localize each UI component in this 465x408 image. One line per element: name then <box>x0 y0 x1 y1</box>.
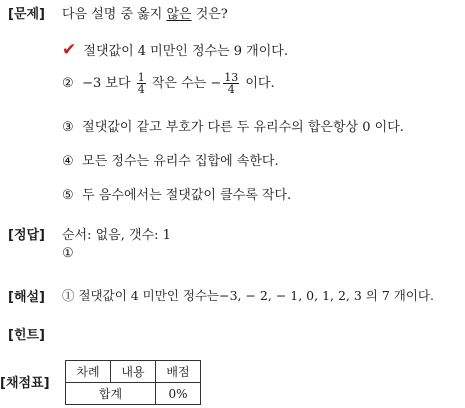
answer-label: [정답] <box>8 228 45 243</box>
fraction-thirteen-quarters <box>223 72 239 95</box>
option-1-text: 절댓값이 4 미만인 정수는 9 개이다. <box>83 44 288 59</box>
option-3-number: ③ <box>62 120 74 135</box>
scoring-total-row <box>66 383 201 405</box>
option-5-number: ⑤ <box>62 188 74 203</box>
question-underlined: 않은 <box>166 7 192 22</box>
header-points: 배점 <box>156 361 201 383</box>
check-mark-icon: ✔ <box>62 40 77 60</box>
option-3-text: 절댓값이 같고 부호가 다른 두 유리수의 합은항상 0 이다. <box>82 120 404 135</box>
fraction-denominator: 4 <box>227 83 235 96</box>
option-4-text: 모든 정수는 유리수 집합에 속한다. <box>82 154 279 169</box>
total-label: 합계 <box>66 383 156 405</box>
total-score: 0% <box>156 383 201 405</box>
problem-label: [문제] <box>8 7 45 22</box>
answer-line-2: ① <box>62 246 74 261</box>
fraction-denominator: 4 <box>137 83 145 96</box>
question-text <box>62 3 228 22</box>
option-4[interactable] <box>62 150 279 169</box>
explanation-label: [해설] <box>8 290 45 305</box>
option-5-text: 두 음수에서는 절댓값이 클수록 작다. <box>82 188 292 203</box>
scoring-header-row <box>66 361 201 383</box>
scoring-label: [채점표] <box>0 376 50 391</box>
option-1[interactable] <box>62 40 288 60</box>
question-pre: 다음 설명 중 옳지 <box>62 7 167 22</box>
option-2-pre: −3 보다 <box>82 76 131 91</box>
answer-line-1: 순서: 없음, 갯수: 1 <box>62 228 171 243</box>
hint-label: [힌트] <box>8 328 45 343</box>
question-post: 것은? <box>191 7 228 22</box>
option-2-mid: 작은 수는 − <box>151 76 222 91</box>
option-4-number: ④ <box>62 154 74 169</box>
option-2[interactable] <box>62 72 275 95</box>
option-2-post: 이다. <box>245 76 275 91</box>
option-3[interactable] <box>62 116 404 135</box>
option-2-number: ② <box>62 76 74 91</box>
fraction-numerator: 1 <box>137 71 145 84</box>
header-order: 차례 <box>66 361 111 383</box>
fraction-numerator: 13 <box>224 71 239 84</box>
scoring-table <box>65 360 201 405</box>
fraction-one-quarter <box>137 72 146 95</box>
explanation-text: ① 절댓값이 4 미만인 정수는−3, − 2, − 1, 0, 1, 2, 3 의 7 개이다. <box>62 288 434 303</box>
option-5[interactable] <box>62 184 291 203</box>
header-content: 내용 <box>111 361 156 383</box>
